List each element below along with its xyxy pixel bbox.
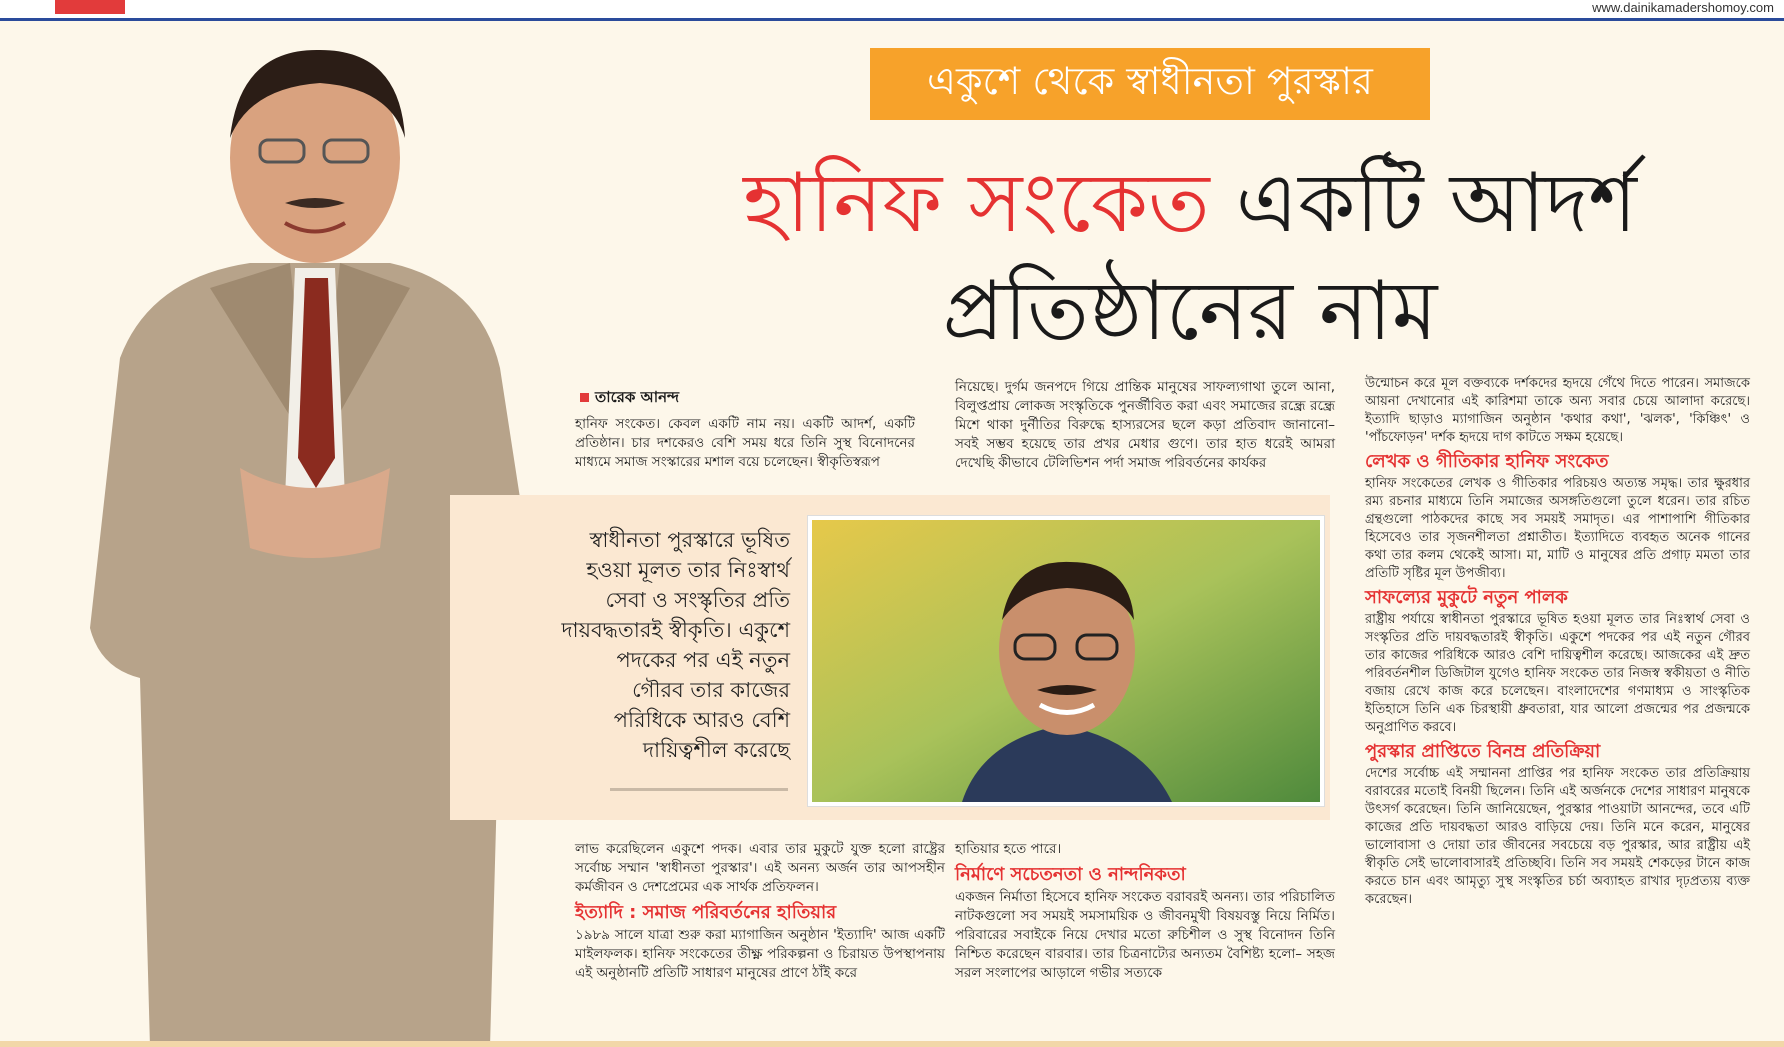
section-body-puroskar: দেশের সর্বোচ্চ এই সম্মাননা প্রাপ্তির পর হানিফ সংকেত তার প্রতিক্রিয়ায় বরাবরের মতোই বিনয়ী ছিলেন। তিনি এই অর্জনকে দেশের সাধারণ মানুষকে উৎসর্গ করেছেন। তিনি জানিয়েছেন, পুরস্কার পাওয়াটা আনন্দের, তবে এটি কাজের প্রতি দায়বদ্ধতা আরও বাড়িয়ে দেয়। তিনি মনে করেন, মানুষের ভালোবাসা ও দোয়া তার জীবনের সবচেয়ে বড় পুরস্কার, আর রাষ্ট্রীয় এই স্বীকৃতি সেই ভালোবাসারই প্রতিচ্ছবি। তিনি সব সময়ই শেকড়ের টানে কাজ করতে চান এবং আমৃত্যু সুস্থ সংস্কৃতির চর্চা অব্যাহত রাখার দৃঢ়প্রত্যয় ব্যক্ত করেছেন। — [1365, 766, 1750, 907]
pull-quote-rule — [610, 788, 788, 791]
section-body-saflo: রাষ্ট্রীয় পর্যায়ে স্বাধীনতা পুরস্কারে ভূষিত হওয়া মূলত তার নিঃস্বার্থ সেবা ও সংস্কৃতির প্রতি দায়বদ্ধতারই স্বীকৃতি। একুশে পদকের পর এই নতুন গৌরব তার কাজের পরিধিকে আরও বেশি দায়িত্বশীল করেছে। আজকের এই দ্রুত পরিবর্তনশীল ডিজিটাল যুগেও হানিফ সংকেত তার নিজস্ব স্বকীয়তা ও নীতি বজায় রেখে কাজ করে চলেছেন। বাংলাদেশের গণমাধ্যম ও সাংস্কৃতিক ইতিহাসে তিনি এক চিরস্থায়ী ধ্রুবতারা, যার আলো প্রজন্মের পর প্রজন্মকে অনুপ্রাণিত করবে। — [1365, 612, 1750, 735]
headline-rest: একটি আদর্শ — [1209, 156, 1637, 251]
article-headline — [640, 150, 1740, 366]
pull-quote: স্বাধীনতা পুরস্কারে ভূষিত হওয়া মূলত তার নিঃস্বার্থ সেবা ও সংস্কৃতির প্রতি দায়বদ্ধতারই স্বীকৃতি। একুশে পদকের পর এই নতুন গৌরব তার কাজের পরিধিকে আরও বেশি দায়িত্বশীল করেছে — [561, 528, 790, 762]
section-heading-ityadi: ইত্যাদি : সমাজ পরিবর্তনের হাতিয়ার — [575, 902, 837, 923]
kicker-banner: একুশে থেকে স্বাধীনতা পুরস্কার — [870, 48, 1430, 120]
website-url: www.dainikamadershomoy.com — [1592, 0, 1774, 15]
section-heading-saflo: সাফল্যের মুকুটে নতুন পালক — [1365, 587, 1568, 608]
headline-highlight: হানিফ সংকেত — [743, 156, 1210, 251]
column-3-top-text: উন্মোচন করে মূল বক্তব্যকে দর্শকদের হৃদয়ে গেঁথে দিতে পারেন। সমাজকে আয়না দেখানোর এই কারিশমা তাকে অন্য সবার চেয়ে আলাদা করেছে। ইত্যাদি ছাড়াও ম্যাগাজিন অনুষ্ঠান 'কথার কথা', 'ঝলক', 'কিঞ্চিৎ' ও 'পাঁচফোড়ন' দর্শক হৃদয়ে দাগ কাটতে সক্ষম হয়েছে। — [1365, 376, 1750, 445]
masthead-strip — [0, 0, 1784, 21]
column-2-bottom — [955, 840, 1335, 983]
inset-portrait-photo — [808, 516, 1324, 806]
section-heading-nirmane: নির্মাণে সচেতনতা ও নান্দনিকতা — [955, 864, 1186, 885]
byline-marker — [580, 393, 589, 402]
column-2-bottom-lead: হাতিয়ার হতে পারে। — [955, 841, 1062, 857]
column-3 — [1365, 375, 1750, 909]
column-1-bottom — [575, 840, 945, 983]
byline — [580, 386, 679, 411]
byline-author: তারেক আনন্দ — [595, 388, 680, 406]
section-body-nirmane: একজন নির্মাতা হিসেবে হানিফ সংকেত বরাবরই অনন্য। তার পরিচালিত নাটকগুলো সব সময়ই সমসাময়িক ও জীবনমুখী বিষয়বস্তু নিয়ে নির্মিত। পরিবারের সবাইকে নিয়ে দেখার মতো রুচিশীল ও সুস্থ বিনোদন তিনি নিশ্চিত করেছেন বারবার। তার চিত্রনাট্যের অন্যতম বৈশিষ্ট্য হলো– সহজ সরল সংলাপের আড়ালে গভীর সত্যকে — [955, 889, 1335, 981]
column-2-top: নিয়েছে। দুর্গম জনপদে গিয়ে প্রান্তিক মানুষের সাফল্যগাথা তুলে আনা, বিলুপ্তপ্রায় লোকজ সংস্কৃতিকে পুনর্জীবিত করা এবং সমাজের রন্ধ্রে রন্ধ্রে মিশে থাকা দুর্নীতির বিরুদ্ধে হাস্যরসের ছলে কড়া প্রতিবাদ জানানো– সবই সম্ভব হয়েছে তার প্রখর মেধার গুণে। তার হাত ধরেই আমরা দেখেছি কীভাবে টেলিভিশন পর্দা সমাজ পরিবর্তনের কার্যকর — [955, 379, 1335, 471]
headline-line2: প্রতিষ্ঠানের নাম — [942, 264, 1438, 359]
section-heading-puroskar: পুরস্কার প্রাপ্তিতে বিনম্র প্রতিক্রিয়া — [1365, 741, 1601, 762]
section-body-ityadi: ১৯৮৯ সালে যাত্রা শুরু করা ম্যাগাজিন অনুষ্ঠান 'ইত্যাদি' আজ একটি মাইলফলক। হানিফ সংকেতের তীক্ষ্ণ পরিকল্পনা ও চিরায়ত উপস্থাপনায় এই অনুষ্ঠানটি প্রতিটি সাধারণ মানুষের প্রাণে ঠাঁই করে — [575, 927, 945, 981]
column-1-top: হানিফ সংকেত। কেবল একটি নাম নয়। একটি আদর্শ, একটি প্রতিষ্ঠান। চার দশকেরও বেশি সময় ধরে তিনি সুস্থ বিনোদনের মাধ্যমে সমাজ সংস্কারের মশাল বয়ে চলেছেন। স্বীকৃতিস্বরূপ — [575, 416, 915, 470]
page-bottom-rule — [0, 1041, 1784, 1047]
section-body-lekhok: হানিফ সংকেতের লেখক ও গীতিকার পরিচয়ও অত্যন্ত সমৃদ্ধ। তার ক্ষুরধার রম্য রচনার মাধ্যমে তিনি সমাজের অসঙ্গতিগুলো তুলে ধরেন। তার রচিত গ্রন্থগুলো পাঠকদের কাছে সব সময়ই সমাদৃত। এর পাশাপাশি গীতিকার হিসেবেও তার সৃজনশীলতা প্রশ্নাতীত। ইত্যাদিতে ব্যবহৃত অনেক গানের কথা তার কলম থেকেই আসা। মা, মাটি ও মানুষের প্রতি প্রগাঢ় মমতা তার প্রতিটি সৃষ্টির মূল উপজীব্য। — [1365, 476, 1750, 581]
column-1-bottom-text: লাভ করেছিলেন একুশে পদক। এবার তার মুকুটে যুক্ত হলো রাষ্ট্রের সর্বোচ্চ সম্মান 'স্বাধীনতা পুরস্কার'। এই অনন্য অর্জন তার আপসহীন কর্মজীবন ও দেশপ্রেমের এক সার্থক প্রতিফলন। — [575, 841, 945, 895]
section-heading-lekhok: লেখক ও গীতিকার হানিফ সংকেত — [1365, 451, 1609, 472]
masthead-red-block — [55, 0, 125, 14]
